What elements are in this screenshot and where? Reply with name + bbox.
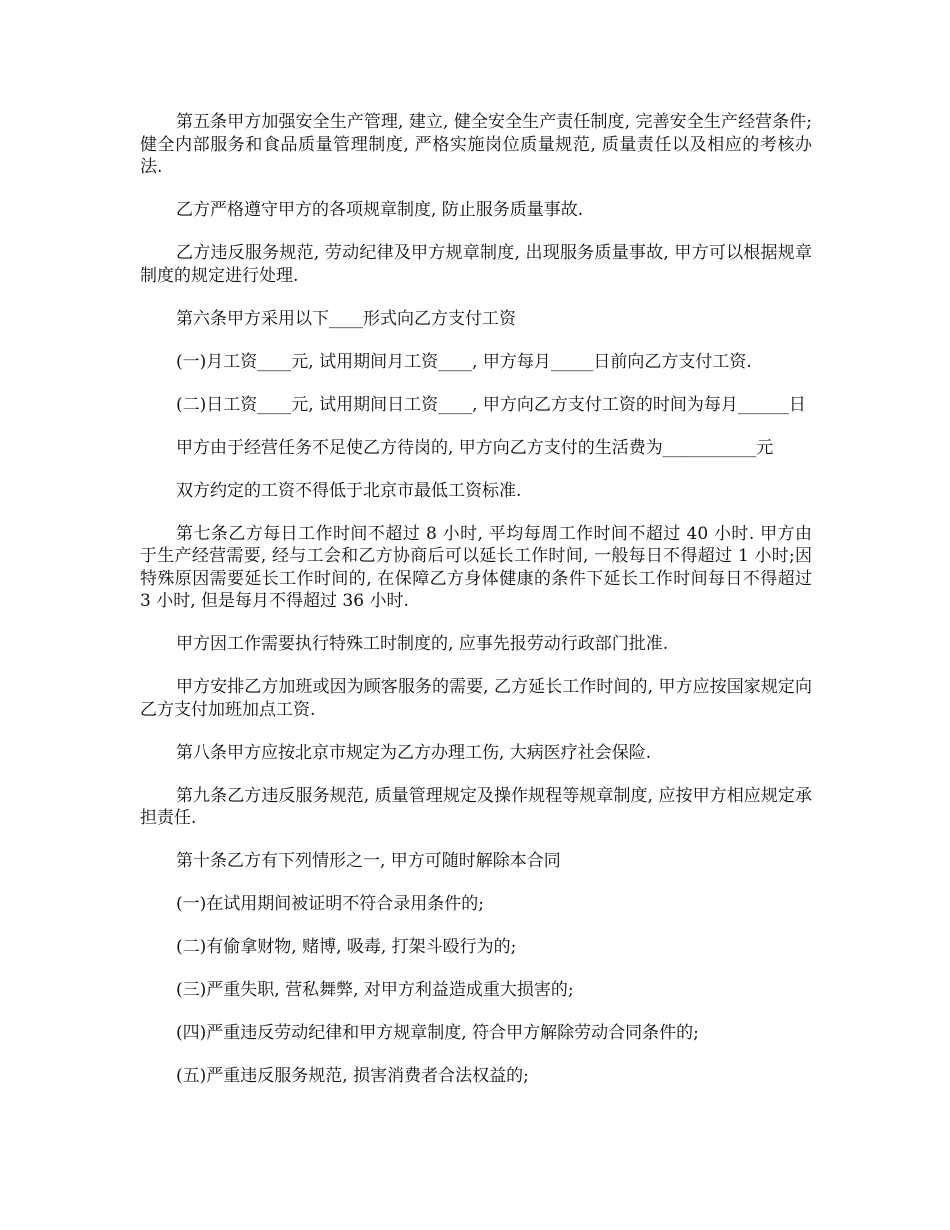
paragraph-minimum-wage: 双方约定的工资不得低于北京市最低工资标准. [176,480,522,501]
paragraph-special-hours: 甲方因工作需要执行特殊工时制度的, 应事先报劳动行政部门批准. [176,634,669,654]
paragraph-article-9: 第九条乙方违反服务规范, 质量管理规定及操作规程等规章制度, 应按甲方相应规定承担责任. [140,785,812,828]
paragraph-article-6: 第六条甲方采用以下____形式向乙方支付工资 [176,308,516,329]
paragraph-monthly-wage: (一)月工资____元, 试用期间月工资____, 甲方每月_____日前向乙方支付工资. [176,351,752,372]
list-item-1: (一)在试用期间被证明不符合录用条件的; [176,894,484,914]
list-item-4: (四)严重违反劳动纪律和甲方规章制度, 符合甲方解除劳动合同条件的; [176,1023,699,1043]
paragraph-standby-allowance: 甲方由于经营任务不足使乙方待岗的, 甲方向乙方支付的生活费为___________元 [176,437,774,458]
list-item-5: (五)严重违反服务规范, 损害消费者合法权益的; [176,1066,529,1086]
document-body [140,111,812,1108]
paragraph-article-10: 第十条乙方有下列情形之一, 甲方可随时解除本合同 [176,851,561,871]
paragraph-daily-wage: (二)日工资____元, 试用期间日工资____, 甲方向乙方支付工资的时间为每月______日 [176,394,806,415]
paragraph-rules-compliance: 乙方严格遵守甲方的各项规章制度, 防止服务质量事故. [176,200,584,220]
list-item-3: (三)严重失职, 营私舞弊, 对甲方利益造成重大损害的; [176,980,574,1000]
paragraph-overtime-pay: 甲方安排乙方加班或因为顾客服务的需要, 乙方延长工作时间的, 甲方应按国家规定向乙方支付加班加点工资. [140,677,812,720]
list-item-2: (二)有偷拿财物, 赌博, 吸毒, 打架斗殴行为的; [176,937,517,957]
paragraph-article-7: 第七条乙方每日工作时间不超过 8 小时, 平均每周工作时间不超过 40 小时. 甲方由于生产经营需要, 经与工会和乙方协商后可以延长工作时间, 一般每日不得超过 1 小时;因特殊原因需要延长工作时间的, 在保障乙方身体健康的条件下延长工作时间每日不得超过 3 小时, 但是每月不得超过 36 小时. [140,523,812,611]
paragraph-violation-handling: 乙方违反服务规范, 劳动纪律及甲方规章制度, 出现服务质量事故, 甲方可以根据规章制度的规定进行处理. [140,243,812,286]
paragraph-article-8: 第八条甲方应按北京市规定为乙方办理工伤, 大病医疗社会保险. [176,742,652,763]
paragraph-article-5: 第五条甲方加强安全生产管理, 建立, 健全安全生产责任制度, 完善安全生产经营条件;健全内部服务和食品质量管理制度, 严格实施岗位质量规范, 质量责任以及相应的考核办法. [140,112,812,177]
